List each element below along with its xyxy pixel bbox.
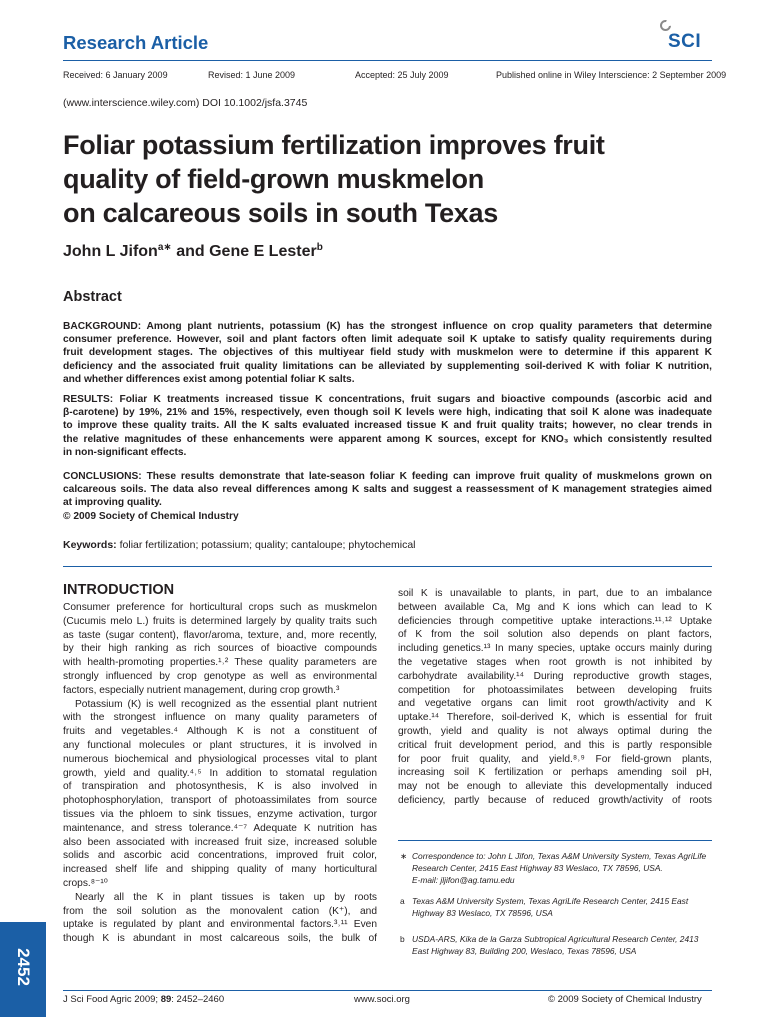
footnote-divider: [398, 840, 712, 841]
footnote-line: Correspondence to: John L Jifon, Texas A&M University System, Texas AgriLife: [412, 851, 707, 861]
body-text-line: carbohydrate availability.¹⁴ During reproductive growth stages,: [398, 670, 712, 682]
abstract-line: the relative magnitudes of these enhancements were apparent among K sources, except for KNO₃ which consistently resulted: [63, 433, 712, 445]
body-text-line: may not be enough to alleviate this developmentally induced: [398, 781, 712, 793]
body-text-line: deficiencies through competitive uptake interactions.¹¹˒¹² Uptake: [398, 615, 712, 627]
body-text-line: strongly influenced by crop genotype as well as environmental: [63, 670, 377, 682]
footnote-line: USDA-ARS, Kika de la Garza Subtropical Agricultural Research Center, 2413: [412, 934, 699, 944]
footnote-email[interactable]: E-mail: jljifon@ag.tamu.edu: [412, 875, 515, 885]
abstract-line: deficiency and the associated fruit quality limitations can be alleviated by supplementing soil-derived K with foliar K nutrition,: [63, 360, 712, 372]
keywords: [63, 539, 416, 551]
author-list: [63, 243, 323, 261]
published-date: Published online in Wiley Interscience: 2 September 2009: [496, 70, 727, 80]
abstract-line: BACKGROUND: Among plant nutrients, potassium (K) has the strongest influence on crop quality parameters that determine: [63, 321, 712, 332]
footer-volume: 89: [160, 994, 172, 1005]
author-affiliation-mark: a∗: [157, 242, 172, 253]
body-text-line: critical fruit development period, and this is partly responsible: [398, 739, 712, 751]
logo-ring-icon: [660, 20, 671, 31]
body-text-line: for poor fruit quality, and yield.⁸˒⁹ For field-grown plants,: [398, 753, 712, 765]
body-text-line: numerous biochemical and physiological processes vital to plant: [63, 753, 377, 765]
footer-citation: [63, 994, 224, 1005]
abstract-line: CONCLUSIONS: These results demonstrate that late-season foliar K feeding can improve fruit quality of muskmelons grown on: [63, 471, 712, 482]
abstract-line: calcareous soils. The data also reveal differences among K salts and suggest a reassessment of K management strategies aimed: [63, 484, 712, 496]
abstract-line: and whether differences exist among potential foliar K salts.: [63, 373, 355, 385]
footer-divider: [63, 990, 712, 991]
footnote-line: Highway 83 Weslaco, TX 78596, USA: [412, 908, 553, 918]
body-text-line: by their high ranking as rich sources of bioactive compounds: [63, 643, 377, 655]
footnote-affiliation-b: [400, 933, 712, 957]
body-text-line: Consumer preference for horticultural crops such as muskmelon: [63, 602, 377, 613]
body-text-line: soil K is unavailable to plants, in part, due to an imbalance: [398, 588, 712, 599]
keywords-list: foliar fertilization; potassium; quality; cantaloupe; phytochemical: [116, 539, 416, 551]
body-text-line: including genetics.¹³ In many species, uptake occurs mainly during: [398, 643, 712, 655]
abstract-heading: Abstract: [63, 289, 122, 305]
abstract-conclusions: [63, 470, 712, 523]
body-text-line: and vegetative organs can limit root growth/activity and K: [398, 698, 712, 710]
abstract-line: consumer preference. However, soil and plant factors often limit adequate soil K uptake to satisfy quality requirements during: [63, 334, 712, 346]
body-text-line: fruits and vegetables.⁴ Although K is not a constituent of: [63, 726, 377, 738]
body-text-line: factors, especially nutrient management, during crop growth.³: [63, 684, 340, 696]
body-text-line: maintenance, and stress tolerance.⁴⁻⁷ Adequate K nutrition has: [63, 822, 377, 834]
body-column-left: [63, 601, 377, 946]
introduction-heading: INTRODUCTION: [63, 582, 175, 598]
body-text-line: as taste (sugar content), flavor/aroma, texture, and, more recently,: [63, 629, 377, 641]
abstract-line: to improve these quality traits. All the K salts evaluated increased tissue K and fruit quality traits; however, no clear trends in: [63, 420, 712, 432]
abstract-line: at improving quality.: [63, 497, 162, 509]
body-text-line: competition for photoassimilates between developing fruits: [398, 684, 712, 696]
footer-journal: J Sci Food Agric 2009;: [63, 994, 161, 1005]
logo-text: SCI: [668, 31, 702, 52]
body-column-right: [398, 587, 712, 808]
body-text-line: also been associated with increased fruit size, increased soluble: [63, 836, 377, 848]
footer-website[interactable]: www.soci.org: [354, 994, 410, 1005]
page-number: 2452: [14, 948, 33, 986]
abstract-background: [63, 320, 712, 386]
body-text-line: (Cucumis melo L.) fruits is determined largely by quality traits such: [63, 615, 377, 627]
abstract-line: β-carotene) by 19%, 21% and 15%, respectively, even though soil K levels were high, indicating that soil K alone was inadequate: [63, 407, 712, 419]
header-divider: [63, 60, 712, 61]
body-text-line: growth, yield and quality is not always optimal during the: [398, 725, 712, 737]
article-type-label: Research Article: [63, 32, 209, 53]
footnote-mark: a: [400, 896, 405, 906]
title-line: quality of field-grown muskmelon: [63, 164, 484, 194]
body-text-line: uptake.¹⁴ Therefore, soil-derived K, which is essential for fruit: [398, 712, 712, 724]
received-date: Received: 6 January 2009: [63, 70, 168, 80]
abstract-copyright: © 2009 Society of Chemical Industry: [63, 510, 239, 522]
body-text-line: from the soil solution as the monovalent cation (K⁺), and: [63, 905, 377, 917]
footnote-line: Research Center, 2415 East Highway 83 Weslaco, TX 78596, USA.: [412, 863, 663, 873]
body-text-line: Nearly all the K in plant tissues is taken up by roots: [75, 891, 377, 903]
body-text-line: increasing soil K fertilization or perhaps amending soil pH,: [398, 767, 712, 779]
body-text-line: any functional molecules or plant structures, it is involved in: [63, 739, 377, 751]
footer-copyright: © 2009 Society of Chemical Industry: [548, 994, 702, 1005]
title-line: Foliar potassium fertilization improves fruit: [63, 130, 605, 160]
body-text-line: with the strongest influence on many quality parameters of: [63, 712, 377, 724]
body-text-line: though K is abundant in most calcareous soils, the bulk of: [63, 933, 377, 945]
body-text-line: solids and ascorbic acid concentrations, improved fruit color,: [63, 850, 377, 862]
author-affiliation-mark: b: [316, 242, 323, 253]
body-text-line: growth, yield and quality.⁴˒⁵ In addition to stomatal regulation: [63, 767, 377, 779]
abstract-line: RESULTS: Foliar K treatments increased tissue K concentrations, fruit sugars and bioactive compounds (ascorbic acid and: [63, 394, 712, 405]
body-text-line: deficiency, partly because of reduced growth/activity of roots: [398, 794, 712, 806]
abstract-results: [63, 393, 712, 459]
abstract-line: fruit development stages. The objectives of this multiyear field study with muskmelon were to determine if this apparent K: [63, 347, 712, 359]
author-name: and Gene E Lester: [171, 243, 317, 260]
keywords-divider: [63, 566, 712, 567]
author-name: John L Jifon: [63, 243, 158, 260]
article-title: [63, 128, 713, 230]
body-text-line: of transpiration and photosynthesis, K is also involved in: [63, 781, 377, 793]
body-text-line: between available Ca, Mg and K ions which can lead to K: [398, 601, 712, 613]
footnote-affiliation-a: [400, 895, 712, 919]
footnote-mark: b: [400, 934, 405, 944]
body-text-line: uptake is regulated by plant and environmental factors.³˒¹¹ Even: [63, 919, 377, 931]
footnote-line: East Highway 83, Building 200, Weslaco, Texas 78596, USA: [412, 946, 637, 956]
keywords-label: Keywords:: [63, 539, 117, 551]
footnote-correspondence: [400, 850, 712, 886]
body-text-line: Potassium (K) is well recognized as the essential plant nutrient: [75, 698, 377, 710]
footer-pages: : 2452–2460: [171, 994, 225, 1005]
body-text-line: with health-promoting properties.¹˒² These quality parameters are: [63, 657, 377, 669]
body-text-line: of K from the soil solution also depends on plant factors,: [398, 629, 712, 641]
body-text-line: photophosphorylation, transport of photoassimilates from source: [63, 795, 377, 807]
page-number-tab: [0, 922, 46, 1017]
body-text-line: increased shelf life and shipping quality of many horticultural: [63, 864, 377, 876]
accepted-date: Accepted: 25 July 2009: [355, 70, 449, 80]
footnote-line: Texas A&M University System, Texas AgriLife Research Center, 2415 East: [412, 896, 689, 906]
body-text-line: the vegetative stages when root growth is not inhibited by: [398, 656, 712, 668]
revised-date: Revised: 1 June 2009: [208, 70, 296, 80]
abstract-line: in non-significant effects.: [63, 446, 187, 458]
body-text-line: crops.⁸⁻¹⁰: [63, 877, 108, 889]
title-line: on calcareous soils in south Texas: [63, 198, 498, 228]
body-text-line: tissues via the phloem to sink tissues, enzyme activation, turgor: [63, 808, 377, 820]
doi-link[interactable]: (www.interscience.wiley.com) DOI 10.1002/jsfa.3745: [63, 97, 308, 109]
footnote-mark: ∗: [400, 851, 408, 861]
sci-logo: [660, 18, 716, 52]
